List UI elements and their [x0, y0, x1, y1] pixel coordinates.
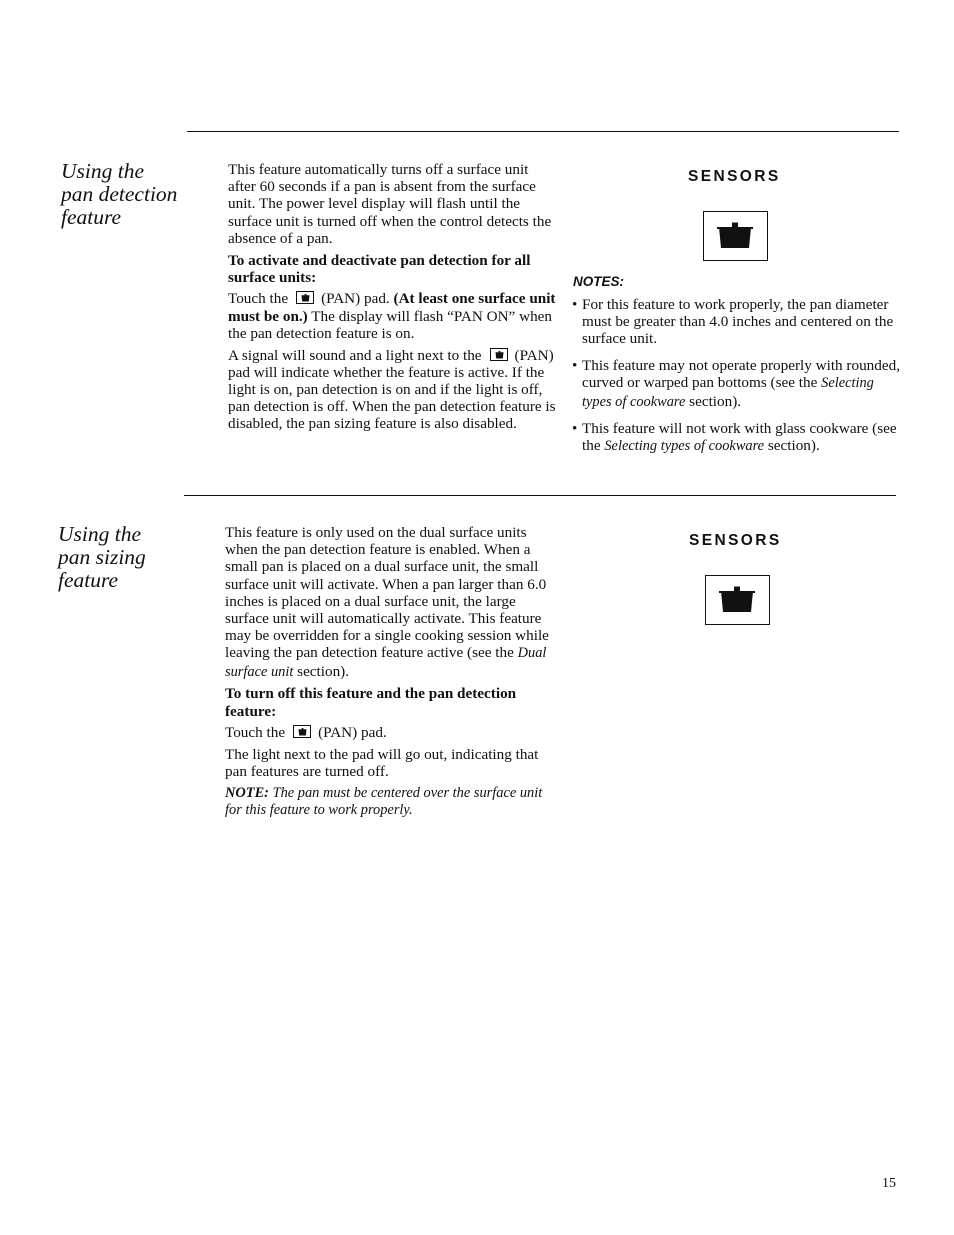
pan-sizing-intro [225, 524, 555, 681]
note-label: NOTE: [225, 784, 269, 801]
notes-title: NOTES: [573, 274, 625, 289]
note-item [572, 357, 902, 411]
section-divider-middle [184, 495, 896, 496]
pan-sizing-note [225, 785, 555, 819]
pan-icon [717, 221, 753, 249]
pan-icon [490, 348, 508, 361]
touch-suffix: (PAN) pad. [321, 290, 390, 308]
note-item [572, 296, 902, 348]
heading-line: pan sizing [58, 545, 146, 569]
heading-line: feature [58, 568, 119, 592]
sensors-panel-label: SENSORS [689, 532, 782, 549]
pan-sizing-instruction-heading: To turn off this feature and the pan detection feature: [225, 685, 517, 720]
signal-rest: (PAN) pad will indicate whether the feature is active. If the light is on, pan detection is on and if the light is off, pan detection is off. When the pan detection feature is disabled, the pan sizing feature is also disabled. [228, 346, 556, 433]
cross-reference: Selecting types of cookware [604, 438, 765, 455]
heading-line: pan detection [61, 182, 178, 206]
bullet: • [572, 420, 578, 438]
cross-reference: Selecting types of cookware [582, 375, 874, 410]
heading-line: Using the [61, 159, 145, 183]
pan-detection-instruction-heading: To activate and deactivate pan detection for all surface units: [228, 251, 531, 286]
pan-icon [293, 725, 311, 738]
note-text: This feature may not operate properly with rounded, curved or warped pan bottoms (see the [582, 357, 900, 392]
note-text: The pan must be centered over the surface unit for this feature to work properly. [225, 784, 543, 819]
pan-pad-button[interactable] [703, 211, 768, 261]
pan-detection-touch-paragraph [228, 290, 558, 342]
touch-rest: The display will flash “PAN ON” when the pan detection feature is on. [228, 307, 552, 342]
pan-detection-body [228, 161, 558, 437]
pan-icon [719, 585, 755, 613]
note-text: For this feature to work properly, the pan diameter must be greater than 4.0 inches and centered on the surface unit. [582, 296, 894, 348]
bullet: • [572, 357, 578, 375]
section-heading-pan-sizing [58, 523, 146, 592]
heading-line: feature [61, 205, 122, 229]
note-text: section). [689, 392, 742, 410]
section-divider-top [187, 131, 899, 132]
touch-prefix: Touch the [228, 290, 289, 308]
intro-text: section). [297, 662, 350, 680]
intro-text: This feature is only used on the dual surface units when the pan detection feature is enabled. When a small pan is placed on a dual surface unit, the small surface unit will activate. When a pan larger than 6.0 inches is placed on a dual surface unit, the large surface unit will automatically activate. This feature may be overridden for a single cooking session while leaving the pan detection feature active (see the [225, 524, 549, 662]
cross-reference: Dual surface unit [225, 645, 547, 680]
section-heading-pan-detection [61, 160, 177, 229]
pan-sizing-light-paragraph: The light next to the pad will go out, indicating that pan features are turned off. [225, 745, 539, 781]
touch-bold-note: (At least one surface unit must be on.) [228, 290, 556, 325]
touch-prefix: Touch the [225, 724, 286, 742]
notes-list [572, 296, 902, 465]
pan-sizing-touch-paragraph [225, 724, 555, 741]
pan-sizing-body [225, 524, 555, 824]
page-number: 15 [882, 1176, 896, 1191]
bullet: • [572, 296, 578, 313]
pan-detection-signal-paragraph [228, 347, 558, 433]
note-text: section). [767, 437, 820, 455]
pan-detection-intro: This feature automatically turns off a surface unit after 60 seconds if a pan is absent from the surface unit. The power level display will flash until the surface unit is turned off when the control detects the absence of a pan. [228, 161, 552, 247]
touch-suffix: (PAN) pad. [318, 724, 387, 742]
note-item [572, 420, 902, 455]
sensors-panel-label: SENSORS [688, 168, 781, 185]
pan-icon [296, 291, 314, 304]
note-text: This feature will not work with glass cookware (see the [582, 420, 897, 455]
signal-prefix: A signal will sound and a light next to the [228, 346, 482, 364]
pan-pad-button[interactable] [705, 575, 770, 625]
heading-line: Using the [58, 522, 142, 546]
